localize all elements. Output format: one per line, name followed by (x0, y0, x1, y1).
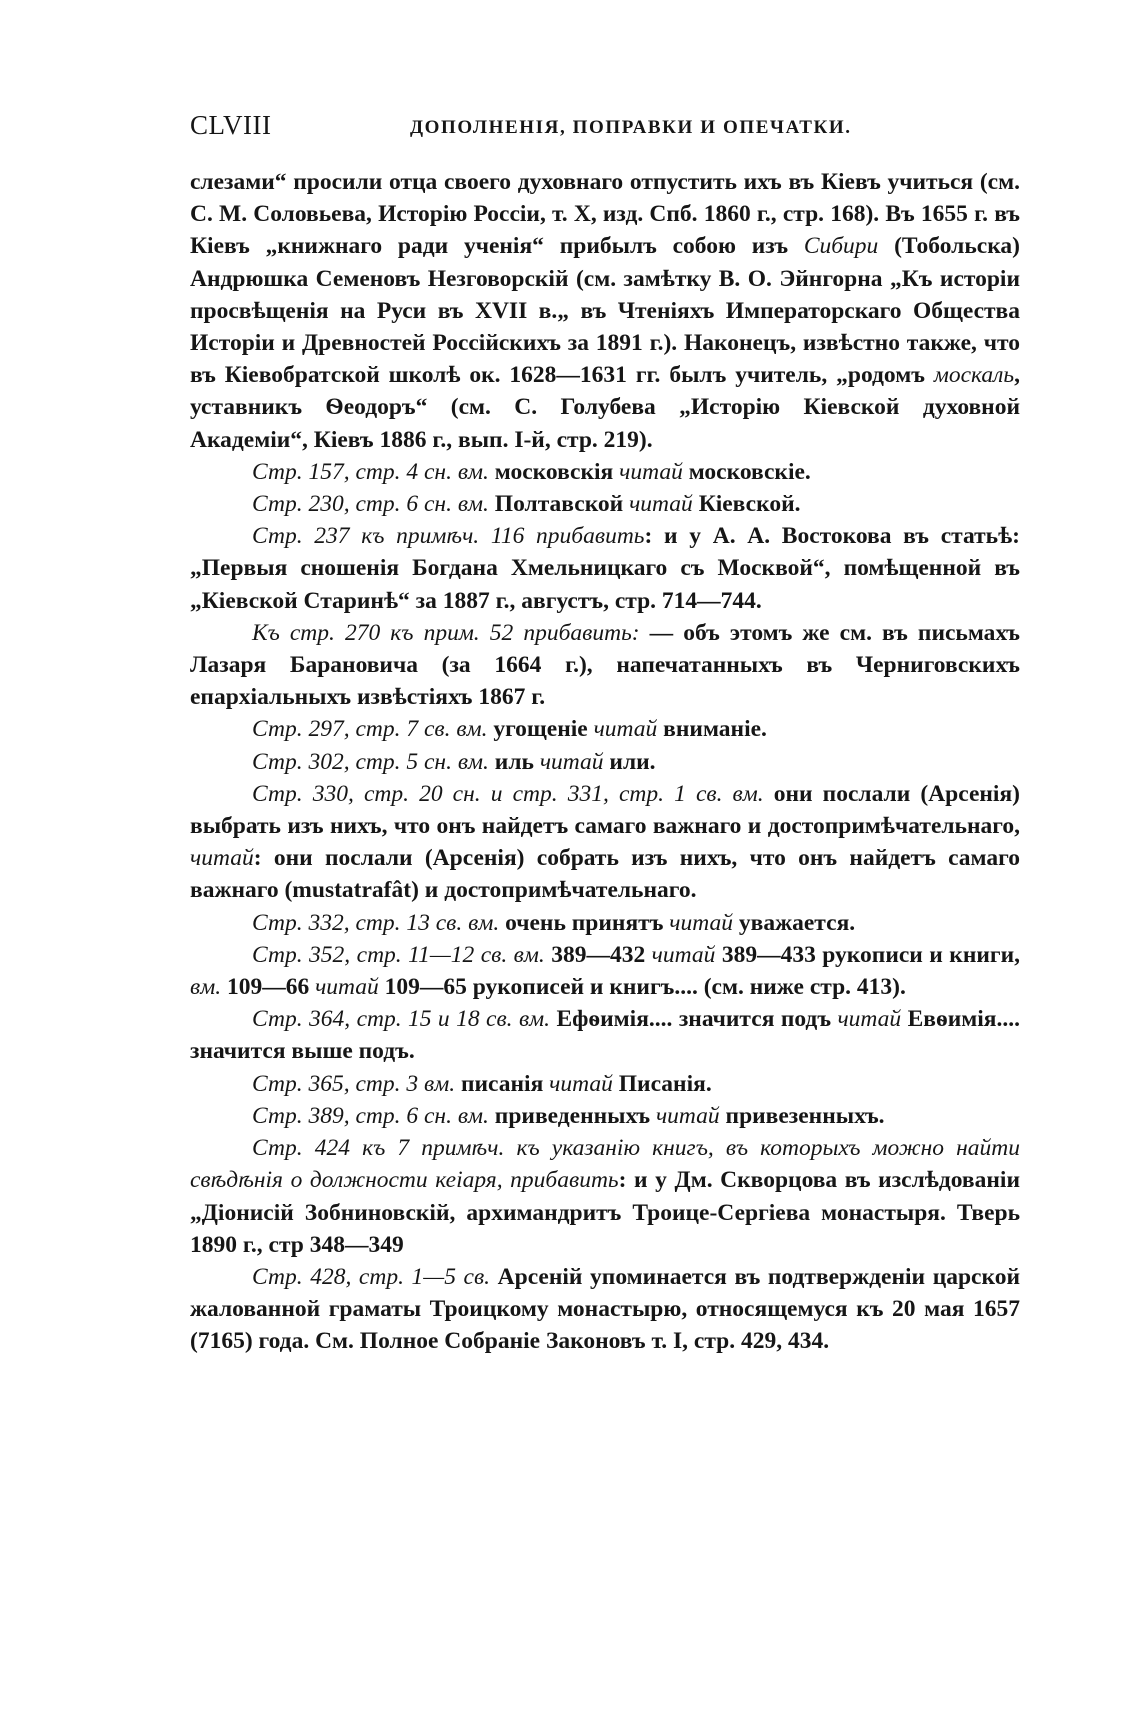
paragraph-p5 (190, 617, 1020, 714)
text-segment: 389—432 (544, 941, 652, 968)
italic-segment: Стр. 157, стр. 4 сн. вм. (252, 458, 489, 485)
italic-segment: Къ стр. 270 къ прим. 52 прибавить: (252, 619, 640, 646)
italic-segment: вм. (190, 974, 222, 1001)
text-segment: московскія (488, 458, 620, 485)
italic-segment: Стр. 332, стр. 13 св. вм. (252, 909, 500, 936)
text-segment: писанія (455, 1070, 550, 1097)
text-segment: : они послали (Арсенія) собрать изъ нихъ, что онъ найдетъ самаго важнаго (mustatrafât) и достопримѣчательнаго. (190, 845, 1020, 904)
italic-segment: Стр. 424 къ 7 примѣч. къ указанію книгъ, въ которыхъ можно найти свѣдѣнія о должности кеіаря, прибавить (190, 1135, 1020, 1194)
italic-segment: Стр. 302, стр. 5 сн. вм. (252, 748, 489, 775)
text-segment: Писанія. (612, 1070, 712, 1097)
italic-segment: Стр. 330, стр. 20 сн. и стр. 331, стр. 1 св. вм. (252, 780, 764, 807)
running-head: ДОПОЛНЕНІЯ, ПОПРАВКИ И ОПЕЧАТКИ. (410, 117, 852, 138)
paragraph-p10 (190, 939, 1020, 1003)
text-segment: Евѳимія.... значится выше подъ. (190, 1006, 1020, 1065)
text-segment: угощеніе (487, 716, 594, 743)
paragraph-p3 (190, 488, 1020, 520)
paragraph-p14 (190, 1132, 1020, 1261)
text-segment: 389—433 рукописи и книги, (715, 941, 1020, 968)
text-segment: 109—65 рукописей и книгъ.... (см. ниже стр. 413). (378, 974, 906, 1001)
italic-segment: москаль (933, 362, 1015, 389)
text-segment: Полтавской (488, 491, 630, 518)
text-segment: они послали (Арсенія) выбрать изъ нихъ, что онъ найдетъ самаго важнаго и достопримѣчательнаго, (190, 780, 1020, 840)
text-segment: иль (488, 748, 540, 775)
italic-segment: Стр. 365, стр. 3 вм. (252, 1070, 456, 1097)
italic-segment: читай (593, 716, 658, 743)
page-number: CLVIII (190, 110, 272, 140)
italic-segment: читай (315, 974, 379, 1001)
text-segment: приведенныхъ (488, 1102, 656, 1129)
text-segment: уважается. (733, 909, 856, 936)
paragraph-p1 (190, 166, 1020, 456)
italic-segment: Стр. 389, стр. 6 сн. вм. (252, 1102, 489, 1129)
page-header (190, 110, 1020, 144)
italic-segment: Стр. 297, стр. 7 св. вм. (252, 716, 488, 743)
italic-segment: Сибири (803, 233, 879, 260)
paragraph-p2 (190, 456, 1020, 488)
text-segment: вниманіе. (657, 716, 767, 743)
paragraph-p8 (190, 778, 1020, 907)
paragraph-p7 (190, 746, 1020, 778)
body-text (190, 166, 1020, 1358)
italic-segment: читай (837, 1006, 902, 1033)
text-segment: или. (603, 748, 656, 775)
text-segment: — объ этомъ же см. въ письмахъ Лазаря Барановича (за 1664 г.), напечатанныхъ въ Черниговскихъ епархіальныхъ извѣстіяхъ 1867 г. (190, 619, 1020, 711)
text-segment: очень принятъ (499, 909, 670, 936)
text-segment: (Тобольска) Андрюшка Семеновъ Незговорскій (см. замѣтку В. О. Эйнгорна „Къ исторіи просвѣщенія на Руси въ XVII в.„ въ Чтеніяхъ Императорскаго Общества Исторіи и Древностей Россійскихъ за 1891 г.). Наконецъ, извѣстно также, что въ Кіевобратской школѣ ок. 1628—1631 гг. былъ учитель, „родомъ (190, 233, 1020, 389)
paragraph-p4 (190, 520, 1020, 617)
text-segment: , уставникъ Ѳеодоръ“ (см. С. Голубева „Исторію Кіевской духовной Академіи“, Кіевъ 1886 г., вып. I-й, стр. 219). (190, 362, 1020, 453)
text-segment: Кіевской. (692, 491, 801, 518)
italic-segment: Стр. 230, стр. 6 сн. вм. (252, 491, 489, 518)
text-segment: 109—66 (221, 974, 316, 1001)
text-segment: : и у А. А. Востокова въ статьѣ: „Первыя сношенія Богдана Хмельницкаго съ Москвой“, помѣщенной въ „Кіевской Старинѣ“ за 1887 г., августъ, стр. 714—744. (190, 523, 1020, 614)
text-segment: Арсеній упоминается въ подтвержденіи царской жалованной граматы Троицкому монастырю, относящемуся къ 20 мая 1657 (7165) года. См. Полное Собраніе Законовъ т. I, стр. 429, 434. (190, 1263, 1021, 1355)
paragraph-p6 (190, 713, 1020, 745)
paragraph-p11 (190, 1003, 1020, 1067)
italic-segment: читай (655, 1102, 720, 1129)
text-segment: московскіе. (682, 458, 811, 485)
text-segment: Ефѳимія.... значится подъ (550, 1006, 838, 1033)
paragraph-p15 (190, 1261, 1020, 1358)
text-segment: привезенныхъ. (719, 1102, 885, 1129)
paragraph-p12 (190, 1068, 1020, 1100)
italic-segment: читай (651, 941, 716, 968)
italic-segment: Стр. 428, стр. 1—5 св. (252, 1263, 491, 1290)
italic-segment: читай (669, 909, 734, 936)
italic-segment: Стр. 364, стр. 15 и 18 св. вм. (252, 1006, 551, 1033)
italic-segment: Стр. 237 къ примѣч. 116 прибавить (252, 523, 645, 550)
paragraph-p9 (190, 907, 1020, 939)
italic-segment: читай (539, 748, 604, 775)
italic-segment: читай (629, 491, 693, 518)
italic-segment: читай (619, 458, 683, 485)
italic-segment: Стр. 352, стр. 11—12 св. вм. (252, 941, 545, 968)
paragraph-p13 (190, 1100, 1020, 1132)
text-segment: слезами“ просили отца своего духовнаго отпустить ихъ въ Кіевъ учиться (см. С. М. Соловьева, Исторію Россіи, т. X, изд. Спб. 1860 г., стр. 168). Въ 1655 г. въ Кіевъ „книжнаго ради ученія“ прибылъ собою изъ (190, 169, 1020, 260)
italic-segment: читай (549, 1070, 613, 1097)
text-segment: : и у Дм. Скворцова въ изслѣдованіи „Діонисій Зобниновскій, архимандритъ Троице-Сергіева монастыря. Тверь 1890 г., стр 348—349 (190, 1167, 1020, 1258)
italic-segment: читай (190, 845, 254, 872)
